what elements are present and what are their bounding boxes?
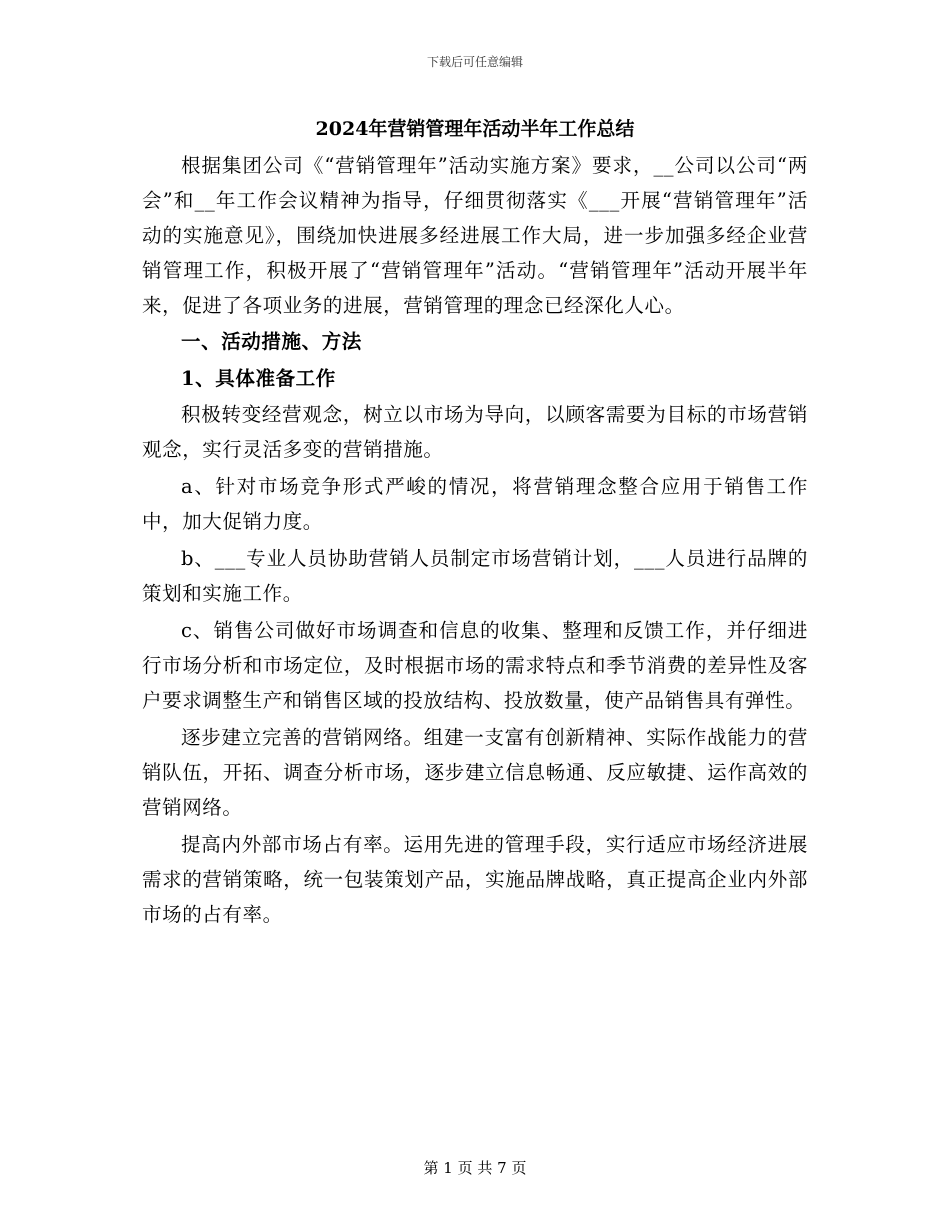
paragraph-marketing-concept: 积极转变经营观念，树立以市场为导向，以顾客需要为目标的市场营销观念，实行灵活多变的营销措施。 (142, 403, 808, 461)
page-footer: 第 1 页 共 7 页 (423, 1159, 527, 1177)
paragraph-item-b: b、___专业人员协助营销人员制定市场营销计划，___人员进行品牌的策划和实施工作。 (142, 547, 808, 605)
document-title: 2024年营销管理年活动半年工作总结 (315, 118, 635, 140)
intro-paragraph: 根据集团公司《“营销管理年”活动实施方案》要求，__公司以公司“两会”和__年工作会议精神为指导，仔细贯彻落实《___开展“营销管理年”活动的实施意见》，围绕加快进展多经进展工作大局，进一步加强多经企业营销管理工作，积极开展了“营销管理年”活动。“营销管理年”活动开展半年来，促进了各项业务的进展，营销管理的理念已经深化人心。 (142, 154, 808, 317)
section-heading-measures: 一、活动措施、方法 (181, 330, 362, 353)
subsection-heading-preparation: 1、具体准备工作 (181, 367, 336, 390)
paragraph-item-a: a、针对市场竞争形式严峻的情况，将营销理念整合应用于销售工作中，加大促销力度。 (142, 475, 808, 533)
page-header: 下载后可任意编辑 (426, 55, 523, 69)
paragraph-market-share: 提高内外部市场占有率。运用先进的管理手段，实行适应市场经济进展需求的营销策略，统一包装策划产品，实施品牌战略，真正提高企业内外部市场的占有率。 (142, 833, 808, 926)
paragraph-item-c: c、销售公司做好市场调查和信息的收集、整理和反馈工作，并仔细进行市场分析和市场定位，及时根据市场的需求特点和季节消费的差异性及客户要求调整生产和销售区域的投放结构、投放数量，使产品销售具有弹性。 (142, 619, 808, 712)
document-body (142, 148, 808, 932)
paragraph-marketing-network: 逐步建立完善的营销网络。组建一支富有创新精神、实际作战能力的营销队伍，开拓、调查分析市场，逐步建立信息畅通、反应敏捷、运作高效的营销网络。 (142, 726, 808, 819)
